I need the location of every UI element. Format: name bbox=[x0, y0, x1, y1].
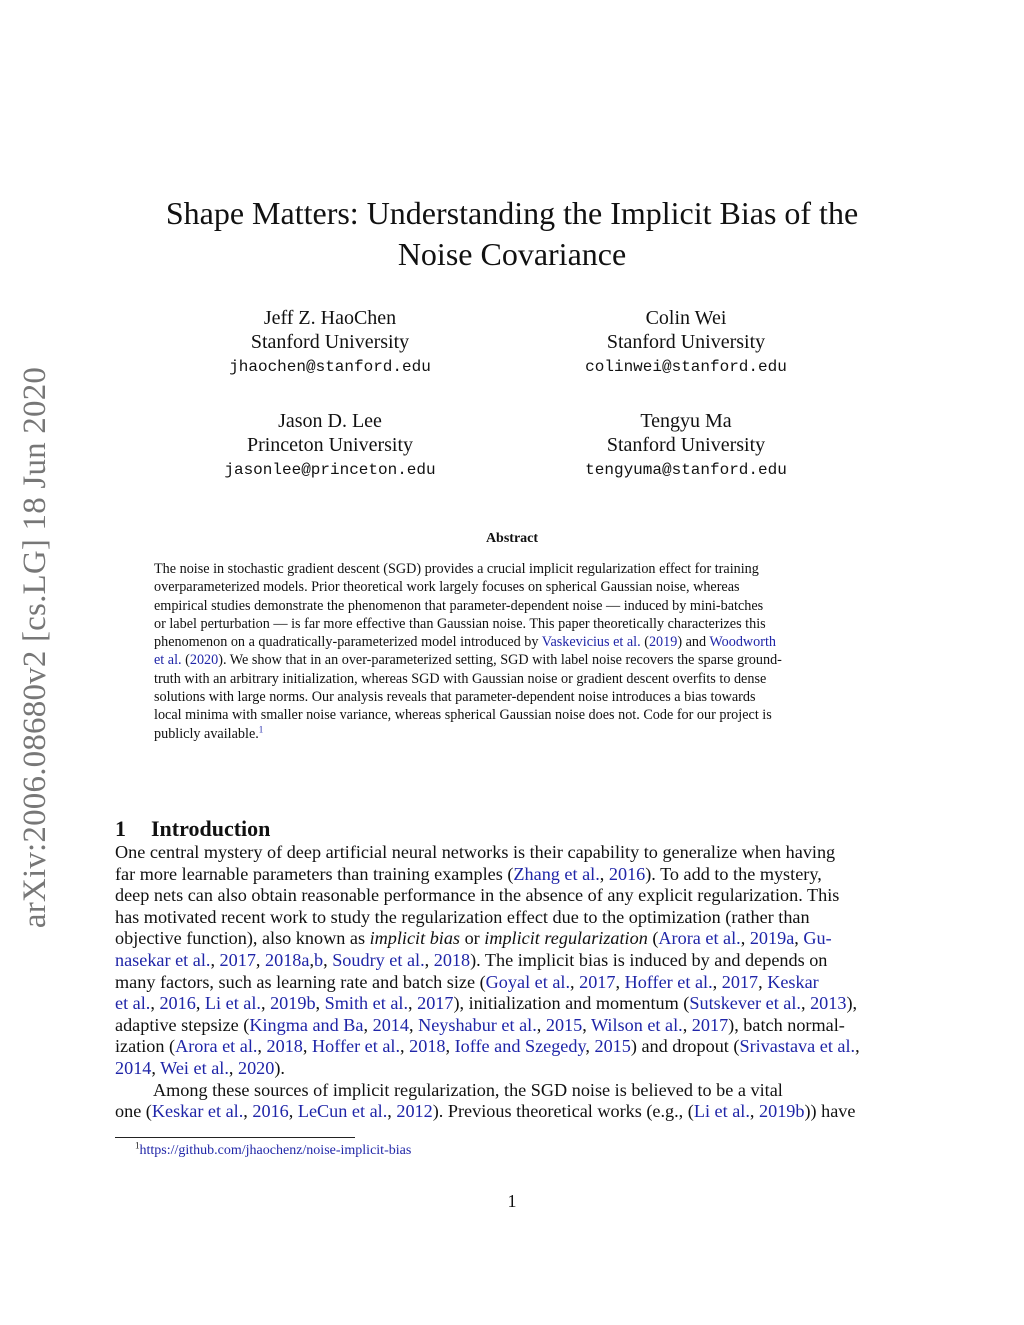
citation-link[interactable]: Arora et al. bbox=[175, 1036, 258, 1057]
body-line: Among these sources of implicit regularization, the SGD noise is believed to be a vital bbox=[153, 1079, 783, 1100]
emphasis-text: implicit regularization bbox=[484, 928, 648, 949]
citation-link[interactable]: Srivastava et al. bbox=[739, 1036, 856, 1057]
body-line: many factors, such as learning rate and batch size (Goyal et al., 2017, Hoffer et al., 2017, Keskar bbox=[115, 971, 819, 992]
citation-link[interactable]: Soudry et al. bbox=[332, 949, 425, 970]
author-name: Jeff Z. HaoChen bbox=[263, 307, 397, 329]
paper-title bbox=[120, 193, 904, 275]
author-name: Jason D. Lee bbox=[278, 410, 382, 432]
author-block bbox=[506, 409, 866, 480]
citation-link[interactable]: Neyshabur et al. bbox=[418, 1014, 537, 1035]
citation-link[interactable]: 2019b bbox=[270, 993, 316, 1014]
section-heading bbox=[115, 815, 270, 843]
body-line: et al., 2016, Li et al., 2019b, Smith et al., 2017), initialization and momentum (Sutskever et al., 2013), bbox=[115, 993, 858, 1014]
citation-link[interactable]: Woodworth bbox=[709, 634, 777, 651]
citation-link[interactable]: Goyal et al. bbox=[485, 971, 571, 992]
title-line: Noise Covariance bbox=[397, 236, 627, 273]
body-line: adaptive stepsize (Kingma and Ba, 2014, Neyshabur et al., 2015, Wilson et al., 2017), batch normal- bbox=[115, 1014, 845, 1035]
citation-link[interactable]: Vaskevicius et al. bbox=[541, 634, 641, 651]
citation-link[interactable]: 2018a bbox=[265, 949, 310, 970]
footnote-divider bbox=[115, 1137, 355, 1138]
author-block bbox=[506, 306, 866, 377]
introduction-body bbox=[115, 842, 910, 1123]
citation-link[interactable]: nasekar et al. bbox=[115, 949, 211, 970]
citation-link[interactable]: 2018 bbox=[266, 1036, 303, 1057]
citation-link[interactable]: Zhang et al. bbox=[513, 863, 600, 884]
citation-link[interactable]: Sutskever et al. bbox=[689, 993, 801, 1014]
abstract-line: solutions with large norms. Our analysis reveals that parameter-dependent noise introduces a bias towards bbox=[154, 689, 756, 706]
author-affiliation: Stanford University bbox=[606, 434, 766, 456]
author-block bbox=[150, 306, 510, 377]
citation-link[interactable]: et al. bbox=[115, 993, 151, 1014]
citation-link[interactable]: 2018 bbox=[409, 1036, 446, 1057]
abstract-line: The noise in stochastic gradient descent (SGD) provides a crucial implicit regularization effect for training bbox=[154, 561, 759, 577]
citation-link[interactable]: 2020 bbox=[237, 1057, 275, 1078]
abstract-line: phenomenon on a quadratically-parameterized model introduced by Vaskevicius et al. (2019) and Woodworth bbox=[154, 634, 777, 651]
section-number: 1 bbox=[115, 816, 126, 842]
citation-link[interactable]: 2015 bbox=[594, 1036, 631, 1057]
title-line: Shape Matters: Understanding the Implicit Bias of the bbox=[165, 195, 859, 232]
emphasis-text: implicit bias bbox=[369, 928, 461, 949]
abstract-line: local minima with smaller noise variance, whereas spherical Gaussian noise does not. Code for our project is bbox=[154, 707, 772, 724]
footnote-number: 1 bbox=[135, 1140, 140, 1151]
abstract-body bbox=[154, 560, 870, 743]
citation-link[interactable]: b bbox=[314, 949, 324, 970]
citation-link[interactable]: 2016 bbox=[252, 1101, 289, 1122]
body-line: one (Keskar et al., 2016, LeCun et al., 2012). Previous theoretical works (e.g., (Li et al., 2019b)) have bbox=[115, 1101, 856, 1122]
citation-link[interactable]: 2019a bbox=[749, 928, 795, 949]
body-line: ization (Arora et al., 2018, Hoffer et al., 2018, Ioffe and Szegedy, 2015) and dropout (Srivastava et al., bbox=[115, 1036, 860, 1057]
citation-link[interactable]: LeCun et al. bbox=[297, 1101, 388, 1122]
body-line: One central mystery of deep artificial neural networks is their capability to generalize when having bbox=[115, 842, 836, 862]
abstract-line: et al. (2020). We show that in an over-parameterized setting, SGD with label noise recovers the sparse ground- bbox=[154, 652, 782, 669]
arxiv-identifier-stamp bbox=[2, 355, 70, 940]
citation-link[interactable]: 2014 bbox=[115, 1057, 152, 1078]
author-affiliation: Stanford University bbox=[606, 331, 766, 353]
citation-link[interactable]: 2017 bbox=[219, 949, 256, 970]
citation-link[interactable]: 2013 bbox=[810, 993, 847, 1014]
citation-link[interactable]: Gu- bbox=[803, 928, 832, 949]
citation-link[interactable]: Ioffe and Szegedy bbox=[454, 1036, 586, 1057]
body-line: nasekar et al., 2017, 2018a,b, Soudry et al., 2018). The implicit bias is induced by and depends on bbox=[115, 949, 828, 970]
citation-link[interactable]: Li et al. bbox=[204, 993, 261, 1014]
arxiv-identifier-text: arXiv:2006.08680v2 [cs.LG] 18 Jun 2020 bbox=[17, 366, 54, 929]
citation-link[interactable]: Li et al. bbox=[693, 1101, 750, 1122]
footnote bbox=[135, 1142, 411, 1160]
author-email[interactable]: jasonlee@princeton.edu bbox=[224, 461, 436, 479]
citation-link[interactable]: Kingma and Ba bbox=[249, 1014, 364, 1035]
author-name: Colin Wei bbox=[645, 307, 727, 329]
citation-link[interactable]: Wilson et al. bbox=[590, 1014, 683, 1035]
citation-link[interactable]: Keskar bbox=[767, 971, 819, 992]
body-line: far more learnable parameters than training examples (Zhang et al., 2016). To add to the mystery, bbox=[115, 863, 822, 884]
author-name: Tengyu Ma bbox=[640, 410, 732, 432]
author-email[interactable]: jhaochen@stanford.edu bbox=[229, 358, 431, 376]
body-line: 2014, Wei et al., 2020). bbox=[115, 1057, 285, 1078]
footnote-marker[interactable]: 1 bbox=[258, 723, 264, 734]
citation-link[interactable]: 2012 bbox=[396, 1101, 433, 1122]
body-line: has motivated recent work to study the regularization effect due to the optimization (rather than bbox=[115, 906, 810, 927]
citation-link[interactable]: et al. bbox=[154, 652, 182, 669]
abstract-line: publicly available.$^1$ bbox=[154, 723, 264, 742]
citation-link[interactable]: 2016 bbox=[159, 993, 196, 1014]
abstract-line: empirical studies demonstrate the phenomenon that parameter-dependent noise — induced by mini-batches bbox=[154, 597, 764, 614]
author-email[interactable]: tengyuma@stanford.edu bbox=[585, 461, 787, 479]
citation-link[interactable]: 2015 bbox=[545, 1014, 583, 1035]
citation-link[interactable]: 2017 bbox=[417, 993, 454, 1014]
author-affiliation: Stanford University bbox=[250, 331, 410, 353]
citation-link[interactable]: 2019b bbox=[759, 1101, 805, 1122]
citation-link[interactable]: 2017 bbox=[579, 971, 616, 992]
citation-link[interactable]: 2016 bbox=[608, 863, 646, 884]
page-number: 1 bbox=[507, 1191, 517, 1211]
citation-link[interactable]: Wei et al. bbox=[160, 1057, 229, 1078]
author-block bbox=[150, 409, 510, 480]
body-line: objective function), also known as implicit bias or implicit regularization (Arora et al., 2019a, Gu- bbox=[115, 928, 832, 949]
abstract-heading: Abstract bbox=[485, 531, 539, 546]
citation-link[interactable]: Keskar et al. bbox=[151, 1101, 244, 1122]
citation-link[interactable]: 2017 bbox=[721, 971, 759, 992]
citation-link[interactable]: Hoffer et al. bbox=[624, 971, 713, 992]
section-title: Introduction bbox=[151, 816, 271, 842]
citation-link[interactable]: 2018 bbox=[433, 949, 471, 970]
body-line: deep nets can also obtain reasonable performance in the absence of any explicit regularization. This bbox=[115, 885, 840, 906]
author-email[interactable]: colinwei@stanford.edu bbox=[585, 358, 787, 376]
footnote-link[interactable]: https://github.com/jhaochenz/noise-implicit-bias bbox=[139, 1143, 412, 1158]
citation-link[interactable]: Smith et al. bbox=[324, 993, 408, 1014]
abstract-line: truth with an arbitrary initialization, whereas SGD with Gaussian noise or gradient descent overfits to dense bbox=[154, 670, 767, 687]
citation-link[interactable]: 2019 bbox=[648, 634, 678, 651]
abstract-line: overparameterized models. Prior theoretical work largely focuses on spherical Gaussian noise, whereas bbox=[154, 579, 740, 596]
citation-link[interactable]: 2014 bbox=[372, 1014, 409, 1035]
abstract-line: or label perturbation — is far more effective than Gaussian noise. This paper theoretically characterizes this bbox=[154, 615, 766, 632]
citation-link[interactable]: Hoffer et al. bbox=[311, 1036, 401, 1057]
citation-link[interactable]: 2017 bbox=[691, 1014, 729, 1035]
citation-link[interactable]: 2020 bbox=[189, 652, 219, 669]
author-affiliation: Princeton University bbox=[246, 434, 414, 456]
citation-link[interactable]: Arora et al. bbox=[658, 928, 741, 949]
